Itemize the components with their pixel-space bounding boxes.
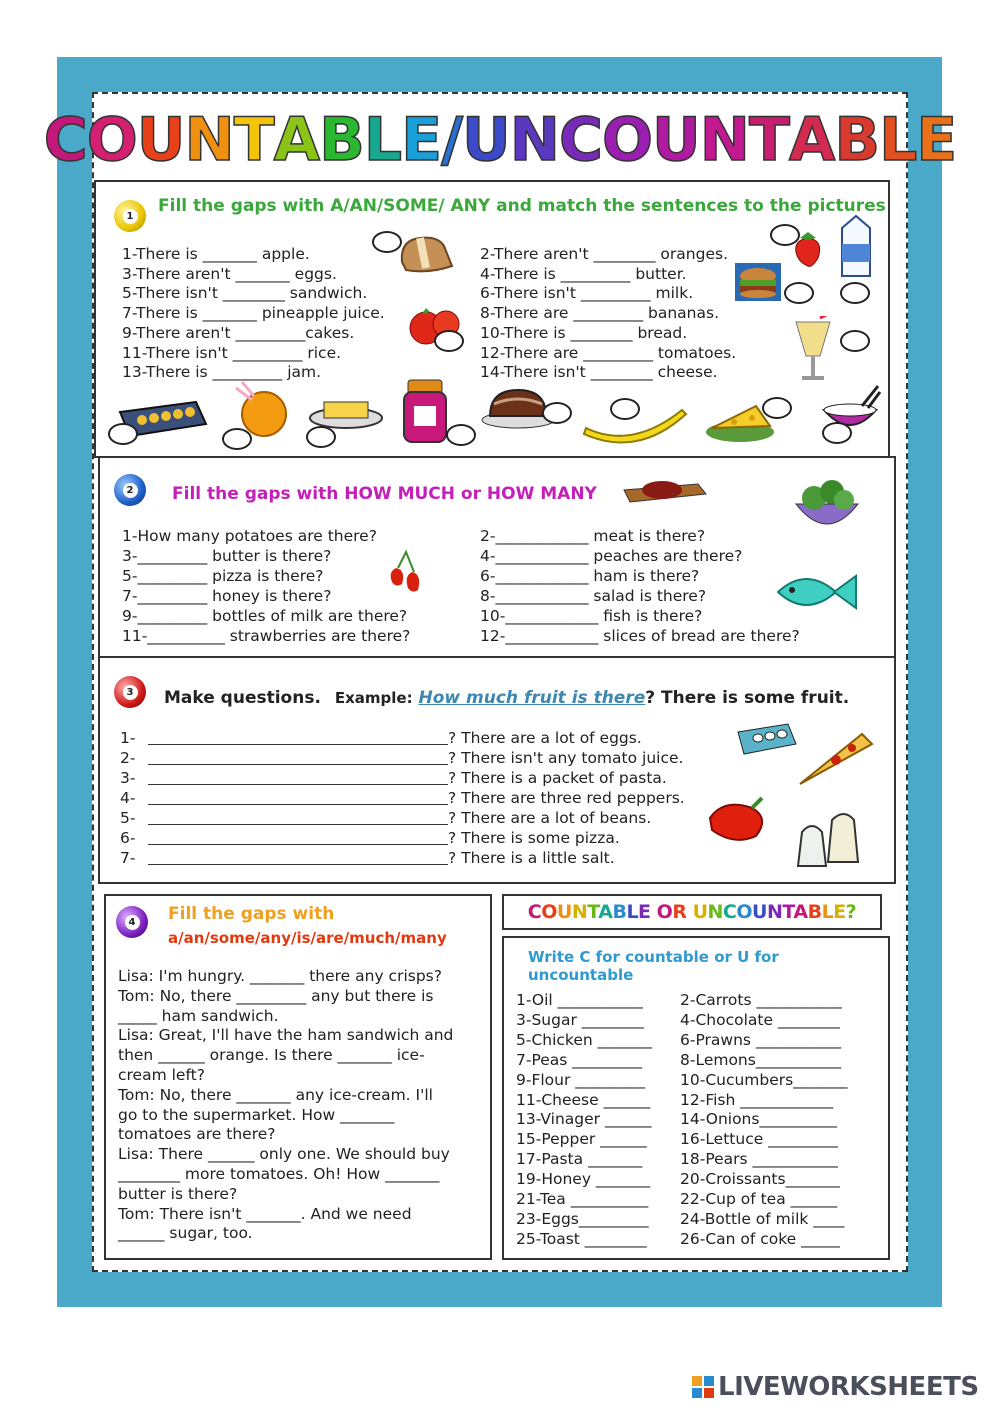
- match-circle[interactable]: [784, 282, 814, 304]
- dialogue-line: Tom: No, there _______ any ice-cream. I'll: [118, 1085, 433, 1104]
- word-line: 13-Vinager ______: [516, 1110, 652, 1129]
- word-line: 6-Prawns ___________: [680, 1030, 842, 1049]
- title-letter: A: [273, 105, 320, 175]
- heading-letter: L: [626, 901, 639, 923]
- heading-letter: ?: [845, 901, 857, 923]
- match-circle[interactable]: [610, 398, 640, 420]
- title-letter: C: [43, 105, 87, 175]
- question-line: 6-____________ ham is there?: [480, 567, 700, 585]
- title-letter: U: [652, 105, 700, 175]
- dialogue-line: Tom: There isn't _______. And we need: [118, 1204, 412, 1223]
- heading-letter: N: [707, 901, 723, 923]
- title-letter: A: [788, 105, 835, 175]
- answer-blank[interactable]: [148, 784, 448, 785]
- title-letter: L: [879, 105, 917, 175]
- dialogue-line: ________ more tomatoes. Oh! How _______: [118, 1165, 440, 1183]
- make-questions-label: Make questions.: [164, 688, 321, 708]
- question-line: 11-__________ strawberries are there?: [122, 627, 411, 645]
- title-letter: T: [233, 105, 274, 175]
- section-2: [98, 456, 896, 658]
- logo-icon: [692, 1376, 716, 1398]
- answer-text: ? There isn't any tomato juice.: [448, 749, 684, 767]
- heading-letter: A: [598, 901, 613, 923]
- sentence-line: 3-There aren't _______ eggs.: [122, 264, 337, 283]
- section-5-heading: [528, 901, 856, 923]
- answer-text: ? There is a packet of pasta.: [448, 769, 667, 787]
- sentence-line: 1-There is _______ apple.: [122, 245, 310, 263]
- word-line: 14-Onions__________: [680, 1110, 837, 1129]
- title-letter: E: [401, 105, 442, 175]
- milk-carton-icon: [836, 214, 876, 278]
- word-line: 22-Cup of tea ______: [680, 1190, 838, 1208]
- example-question: How much fruit is there: [418, 688, 646, 708]
- liveworksheets-logo[interactable]: [692, 1372, 979, 1402]
- ball-3-icon: 3: [114, 676, 146, 708]
- word-line: 18-Pears ___________: [680, 1150, 838, 1169]
- heading-letter: R: [672, 901, 687, 923]
- section-1-instruction: Fill the gaps with A/AN/SOME/ ANY and match the sentences to the pictures: [158, 196, 886, 216]
- sentence-line: 14-There isn't ________ cheese.: [480, 363, 718, 382]
- question-line: 3-_________ butter is there?: [122, 547, 332, 565]
- heading-letter: E: [638, 901, 651, 923]
- answer-blank[interactable]: [148, 764, 448, 765]
- title-letter: L: [363, 105, 402, 175]
- ball-4-icon: 4: [116, 906, 148, 938]
- word-line: 5-Chicken _______: [516, 1030, 652, 1049]
- dialogue-line: tomatoes are there?: [118, 1125, 276, 1144]
- heading-letter: E: [833, 901, 846, 923]
- dialogue-line: _____ ham sandwich.: [118, 1006, 279, 1025]
- salad-bowl-icon: [792, 478, 862, 538]
- match-circle[interactable]: [372, 231, 402, 253]
- title-letter: O: [601, 105, 652, 175]
- answer-text: ? There is some pizza.: [448, 829, 620, 847]
- heading-letter: T: [782, 901, 794, 923]
- word-line: 2-Carrots ___________: [680, 991, 842, 1009]
- pizza-icon: [796, 728, 874, 788]
- answer-text: ? There is a little salt.: [448, 849, 615, 867]
- word-line: 8-Lemons___________: [680, 1050, 842, 1069]
- question-number: 4-: [120, 789, 136, 807]
- word-line: 19-Honey _______: [516, 1170, 651, 1189]
- sentence-line: 12-There are _________ tomatoes.: [480, 343, 737, 362]
- title-letter: C: [558, 105, 602, 175]
- title-letter: O: [86, 105, 137, 175]
- section-3-instruction: [164, 688, 849, 708]
- heading-letter: N: [766, 901, 783, 923]
- match-circle[interactable]: [446, 424, 476, 446]
- title-letter: /: [441, 105, 462, 175]
- sentence-line: 2-There aren't ________ oranges.: [480, 245, 728, 263]
- strawberries-icon: [386, 548, 426, 598]
- sentence-line: 7-There is _______ pineapple juice.: [122, 304, 385, 323]
- dialogue-line: Tom: No, there _________ any but there is: [118, 986, 434, 1005]
- question-line: 7-_________ honey is there?: [122, 587, 332, 605]
- section-4: [104, 894, 492, 1260]
- heading-letter: U: [556, 901, 572, 923]
- match-circle[interactable]: [434, 330, 464, 352]
- sentence-line: 6-There isn't _________ milk.: [480, 284, 694, 303]
- question-line: 5-_________ pizza is there?: [122, 567, 324, 585]
- question-line: 9-_________ bottles of milk are there?: [122, 607, 408, 625]
- word-line: 15-Pepper ______: [516, 1130, 647, 1149]
- answer-blank[interactable]: [148, 804, 448, 805]
- section-2-instruction: Fill the gaps with HOW MUCH or HOW MANY: [172, 484, 597, 504]
- sentence-line: 5-There isn't ________ sandwich.: [122, 284, 368, 303]
- question-number: 2-: [120, 749, 136, 767]
- worksheet-title: [43, 100, 957, 180]
- word-line: 3-Sugar ________: [516, 1010, 644, 1029]
- ball-1-icon: 1: [114, 200, 146, 232]
- heading-letter: N: [571, 901, 588, 923]
- word-line: 21-Tea __________: [516, 1190, 649, 1208]
- heading-letter: U: [692, 901, 708, 923]
- logo-text: LIVEWORKSHEETS: [718, 1372, 979, 1402]
- fish-icon: [776, 570, 858, 614]
- title-letter: T: [748, 105, 789, 175]
- title-letter: B: [834, 105, 880, 175]
- question-line: 12-____________ slices of bread are there?: [480, 627, 800, 645]
- question-number: 1-: [120, 729, 136, 747]
- sentence-line: 13-There is _________ jam.: [122, 363, 322, 382]
- ball-2-icon: 2: [114, 474, 146, 506]
- egg-carton-icon: [734, 720, 798, 760]
- word-line: 26-Can of coke _____: [680, 1229, 840, 1248]
- heading-letter: O: [541, 901, 557, 923]
- dialogue-line: then ______ orange. Is there _______ ice-: [118, 1046, 425, 1065]
- bread-icon: [398, 232, 456, 274]
- sentence-line: 4-There is _________ butter.: [480, 264, 687, 283]
- meat-icon: [622, 474, 708, 508]
- dialogue-line: butter is there?: [118, 1184, 238, 1203]
- word-line: 11-Cheese ______: [516, 1090, 651, 1109]
- heading-letter: L: [821, 901, 834, 923]
- section-5: [502, 936, 890, 1260]
- sandwich-icon: [734, 262, 782, 302]
- question-line: 8-____________ salad is there?: [480, 587, 707, 605]
- heading-letter: B: [612, 901, 627, 923]
- match-circle[interactable]: [108, 423, 138, 445]
- question-line: 4-____________ peaches are there?: [480, 547, 743, 565]
- red-pepper-icon: [704, 792, 770, 844]
- title-letter: N: [184, 105, 234, 175]
- heading-letter: B: [807, 901, 822, 923]
- match-circle[interactable]: [770, 224, 800, 246]
- sentence-line: 11-There isn't _________ rice.: [122, 343, 342, 362]
- section-5-heading-box: [502, 894, 882, 930]
- word-line: 4-Chocolate ________: [680, 1010, 840, 1029]
- question-line: 2-____________ meat is there?: [480, 527, 706, 545]
- heading-letter: A: [793, 901, 808, 923]
- answer-blank[interactable]: [148, 744, 448, 745]
- dialogue-line: ______ sugar, too.: [118, 1224, 253, 1243]
- word-line: 23-Eggs_________: [516, 1209, 649, 1228]
- answer-blank[interactable]: [148, 824, 448, 825]
- heading-letter: T: [587, 901, 599, 923]
- word-line: 7-Peas _________: [516, 1050, 643, 1069]
- word-line: 17-Pasta _______: [516, 1150, 643, 1169]
- jam-jar-icon: [400, 376, 450, 446]
- heading-letter: C: [722, 901, 737, 923]
- word-line: 20-Croissants_______: [680, 1170, 840, 1189]
- answer-text: ? There are a lot of eggs.: [448, 729, 642, 747]
- dialogue-line: Lisa: Great, I'll have the ham sandwich and: [118, 1026, 454, 1045]
- title-letter: U: [136, 105, 185, 175]
- question-number: 6-: [120, 829, 136, 847]
- answer-blank[interactable]: [148, 844, 448, 845]
- dialogue-line: go to the supermarket. How _______: [118, 1105, 395, 1124]
- answer-text: ? There are three red peppers.: [448, 789, 685, 807]
- section-5-instruction: Write C for countable or U for uncountable: [528, 948, 779, 984]
- title-letter: E: [916, 105, 957, 175]
- match-circle[interactable]: [840, 282, 870, 304]
- word-line: 12-Fish ____________: [680, 1090, 834, 1109]
- dialogue-line: Lisa: I'm hungry. _______ there any crisps?: [118, 967, 442, 985]
- question-number: 3-: [120, 769, 136, 787]
- word-line: 9-Flour _________: [516, 1070, 646, 1089]
- question-line: 10-____________ fish is there?: [480, 607, 703, 625]
- salt-pepper-icon: [792, 806, 864, 870]
- dialogue-line: cream left?: [118, 1066, 205, 1084]
- section-3: [98, 656, 896, 884]
- pineapple-juice-icon: [790, 316, 836, 384]
- question-line: 1-How many potatoes are there?: [122, 527, 377, 545]
- answer-blank[interactable]: [148, 864, 448, 865]
- word-line: 25-Toast ________: [516, 1229, 647, 1248]
- word-line: 10-Cucumbers_______: [680, 1070, 848, 1089]
- word-line: 16-Lettuce _________: [680, 1130, 838, 1149]
- title-letter: N: [509, 105, 559, 175]
- match-circle[interactable]: [542, 402, 572, 424]
- title-letter: B: [319, 105, 364, 175]
- sentence-line: 9-There aren't _________cakes.: [122, 323, 355, 342]
- section-4-word-list: a/an/some/any/is/are/much/many: [168, 929, 447, 947]
- example-answer: ? There is some fruit.: [645, 688, 850, 708]
- heading-letter: O: [736, 901, 753, 923]
- example-label: Example:: [334, 689, 413, 707]
- heading-letter: U: [752, 901, 767, 923]
- answer-text: ? There are a lot of beans.: [448, 809, 652, 827]
- match-circle[interactable]: [306, 426, 336, 448]
- heading-letter: C: [527, 901, 542, 923]
- heading-letter: O: [656, 901, 673, 923]
- sentence-line: 8-There are _________ bananas.: [480, 304, 720, 323]
- dialogue-line: Lisa: There ______ only one. We should buy: [118, 1145, 450, 1164]
- word-line: 1-Oil ___________: [516, 991, 643, 1009]
- match-circle[interactable]: [822, 422, 852, 444]
- title-letter: N: [699, 105, 749, 175]
- sentence-line: 10-There is ________ bread.: [480, 323, 688, 342]
- question-number: 5-: [120, 809, 136, 827]
- title-letter: U: [461, 105, 510, 175]
- match-circle[interactable]: [762, 397, 792, 419]
- word-line: 24-Bottle of milk ____: [680, 1209, 845, 1228]
- section-4-instruction: Fill the gaps with: [168, 904, 335, 924]
- match-circle[interactable]: [840, 330, 870, 352]
- match-circle[interactable]: [222, 428, 252, 450]
- question-number: 7-: [120, 849, 136, 867]
